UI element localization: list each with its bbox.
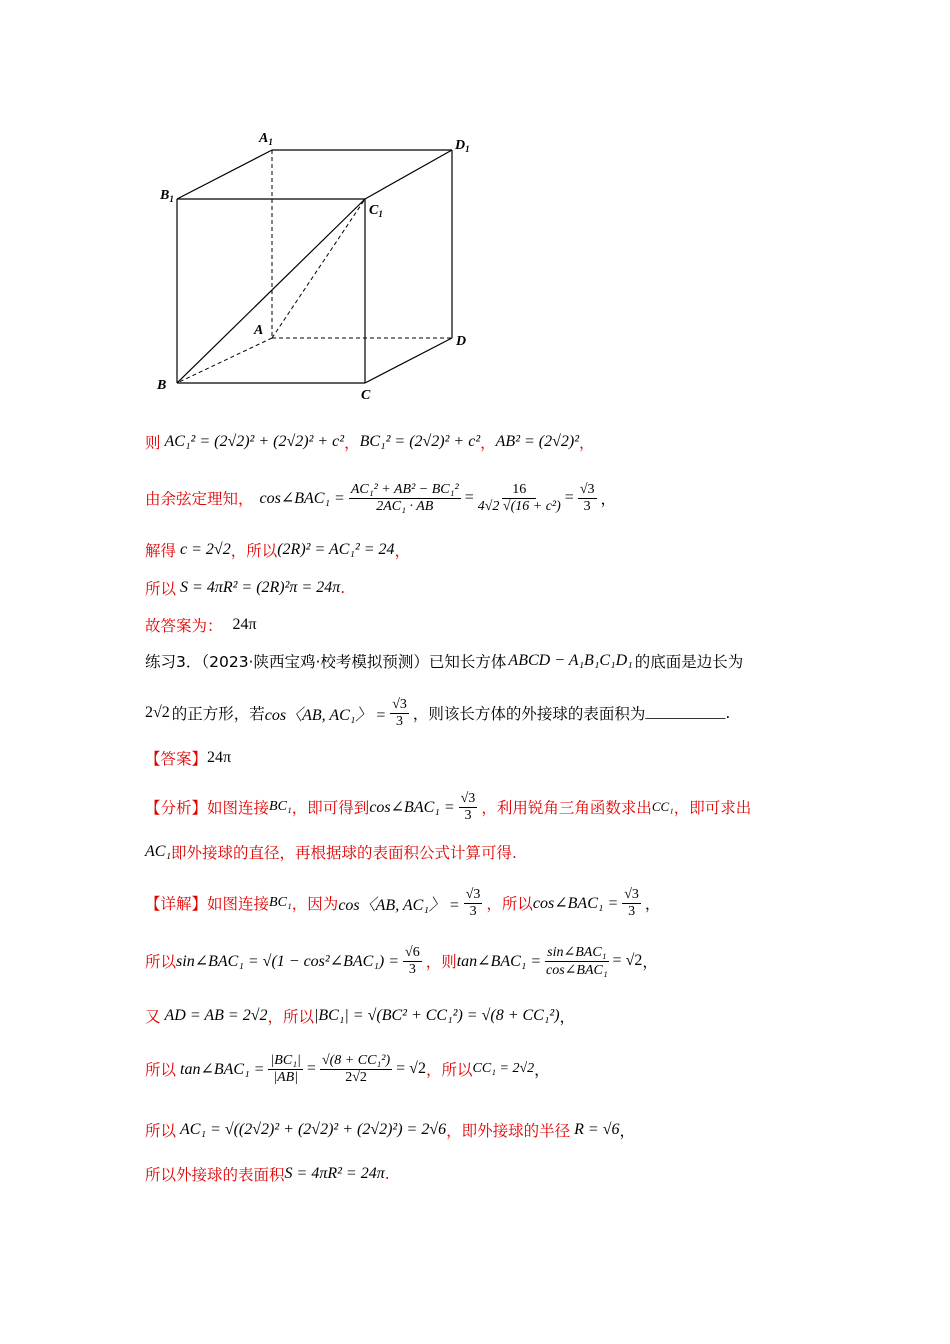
answer-line: [145, 738, 231, 778]
detail-text: 所以: [145, 1122, 177, 1140]
fraction-root3: [390, 697, 409, 730]
detail-text: ，所以: [486, 895, 533, 913]
detail-text: 所以外接球的表面积: [145, 1166, 285, 1184]
separator: ，: [344, 434, 360, 452]
analysis-line-2: [145, 832, 517, 872]
fraction-root3: [464, 887, 483, 920]
question-text: ，则该长方体的外接球的表面积为: [412, 705, 646, 723]
fraction-denominator: 3: [408, 961, 416, 977]
question-text: 练习3．（2023·陕西宝鸡·校考模拟预测）已知长方体: [145, 653, 507, 671]
fraction-numerator: AC₁² + AB² − BC₁²: [350, 481, 459, 497]
separator: ，: [480, 434, 496, 452]
detail-line-3: [145, 996, 575, 1036]
equation-ac1-squared: AC₁² = (2√2)² + (2√2)² + c²: [164, 433, 345, 450]
fraction-numerator: sin∠BAC₁: [547, 944, 607, 960]
equation-surface: S = 4πR² = (2R)²π = 24π: [180, 579, 341, 596]
edge-A1B1: [177, 150, 272, 199]
exercise-question-line-2: [145, 690, 730, 736]
equation-ad: AD = AB = 2√2: [164, 1007, 268, 1024]
answer-blank: __________: [645, 704, 726, 721]
detail-text: ，即外接球的半径: [446, 1122, 571, 1140]
equation-bc1-length: |BC₁| = √(BC² + CC₁²) = √(8 + CC₁²): [314, 1007, 560, 1024]
detail-text: ，所以: [425, 1061, 473, 1079]
fraction-numerator: √3: [624, 886, 639, 902]
label-C1: $C_1$: [369, 203, 383, 219]
solid-name: ABCD − A₁B₁C₁D₁: [508, 652, 633, 669]
analysis-text: ，即可得到: [291, 799, 370, 817]
equals: =: [464, 489, 474, 506]
fraction-denominator: 3: [464, 807, 472, 823]
cuboid-figure: [140, 120, 480, 410]
segment-ac1: AC₁: [145, 843, 172, 860]
fraction-root-8: [320, 1053, 392, 1086]
detail-text: 如图连接: [207, 895, 270, 913]
equation-surface-area: S = 4πR² = 24π: [284, 1165, 385, 1182]
detail-tag: 【详解】: [145, 895, 208, 913]
detail-line-5: [145, 1110, 635, 1150]
fraction-numerator: √3: [579, 481, 595, 497]
fraction-denominator: 2AC₁ · AB: [376, 498, 434, 514]
detail-text: 所以: [145, 1061, 177, 1079]
text-cosine-law: 由余弦定理知，: [145, 490, 254, 508]
label-C: C: [361, 388, 371, 403]
fraction-numerator: √3: [392, 696, 407, 712]
equation-2r: (2R)² = AC₁² = 24: [277, 541, 395, 558]
answer-tag: 【答案】: [145, 750, 208, 768]
detail-line-6: [145, 1154, 390, 1194]
equation-ac1: AC₁ = √((2√2)² + (2√2)² + (2√2)²) = 2√6: [180, 1121, 447, 1138]
segment-bc1: BC₁: [269, 895, 292, 910]
cos-vector: cos〈AB, AC₁〉 =: [338, 896, 460, 914]
label-B1: $B_1$: [160, 188, 174, 204]
fraction-numerator: |BC₁|: [270, 1052, 301, 1068]
edge-D1C1: [365, 150, 452, 199]
separator: ，: [559, 1008, 576, 1026]
detail-line-2: [145, 938, 658, 984]
fraction-denominator: 2√2: [345, 1069, 367, 1085]
diagonal-BC1: [177, 199, 365, 383]
result: = √2: [612, 952, 643, 969]
analysis-line-1: [145, 784, 751, 830]
detail-text: 所以: [145, 953, 177, 971]
equation-ab-squared: AB² = (2√2)²: [495, 433, 580, 450]
cos-bac1: cos∠BAC₁ =: [259, 490, 345, 507]
separator: ，: [534, 1061, 550, 1079]
label-A1: $A_1$: [259, 131, 273, 147]
fraction-root6: [403, 945, 422, 978]
equation-cc1: CC₁ = 2√2: [472, 1061, 535, 1076]
fraction-cosine: [349, 482, 461, 515]
detail-text: ，所以: [267, 1008, 314, 1026]
equation-c: c = 2√2: [180, 541, 231, 558]
fraction-denominator: 3: [469, 903, 477, 919]
result: = √2: [396, 1060, 426, 1077]
hidden-edge-AB: [177, 338, 272, 383]
fraction-denominator: 3: [583, 498, 591, 514]
label-B: B: [157, 378, 167, 393]
label-D: D: [456, 334, 467, 349]
fraction-numerator: √3: [465, 886, 481, 902]
separator: ，: [600, 490, 617, 508]
fraction-numerator: √(8 + CC₁²): [321, 1052, 391, 1068]
equation-radius: R = √6: [574, 1121, 620, 1138]
detail-line-1: [145, 880, 660, 926]
fraction-denominator: cos∠BAC₁: [546, 962, 608, 978]
text-solve: 解得: [145, 542, 177, 560]
analysis-text: 如图连接: [207, 799, 270, 817]
question-text: 的底面是边长为: [634, 653, 744, 671]
text-answer-is: 故答案为：: [145, 617, 223, 635]
equals: =: [564, 489, 574, 506]
cos-bac1: cos∠BAC₁ =: [532, 895, 619, 912]
fraction-denominator: 4√2 √(16 + c²): [477, 498, 561, 514]
edge-CD: [365, 338, 452, 383]
cos-bac1: cos∠BAC₁ =: [369, 799, 455, 816]
fraction-denominator: 3: [396, 713, 404, 729]
detail-text: 又: [145, 1008, 161, 1026]
answer-value: 24π: [232, 616, 257, 633]
answer-value: 24π: [207, 749, 232, 766]
segment-bc1: BC₁: [269, 799, 292, 814]
hidden-diagonal-AC1: [272, 199, 365, 338]
side-length: 2√2: [145, 704, 170, 721]
fraction-denominator: |AB|: [273, 1069, 299, 1085]
segment-cc1: CC₁: [651, 799, 674, 814]
label-D1: $D_1$: [455, 138, 470, 154]
separator: ，: [579, 434, 595, 452]
tan-bac1: tan∠BAC₁ =: [456, 953, 542, 970]
separator: .: [340, 579, 346, 597]
analysis-text: ，利用锐角三角函数求出: [481, 799, 652, 817]
fraction-root3: [459, 791, 478, 824]
detail-line-4: [145, 1046, 550, 1092]
solution-line-2: [145, 474, 616, 522]
solution-line-3: [145, 530, 410, 570]
detail-text: ，因为: [291, 895, 339, 913]
question-text: 的正方形，若: [171, 705, 265, 723]
separator: .: [384, 1165, 390, 1183]
fraction-numerator: √3: [460, 790, 476, 806]
text-so: 所以: [145, 580, 177, 598]
separator: ，: [619, 1122, 636, 1140]
fraction-bc1-ab: [268, 1053, 302, 1086]
separator: ，: [644, 895, 661, 913]
equation-bc1-squared: BC₁² = (2√2)² + c²: [359, 433, 481, 450]
solution-line-1: [145, 422, 595, 462]
fraction-numerator: 16: [502, 482, 536, 499]
separator: .: [725, 704, 731, 722]
fraction-root3: [622, 887, 641, 920]
separator: ，: [642, 953, 658, 971]
analysis-text: ，即可求出: [673, 799, 752, 817]
fraction-sin-cos: [545, 944, 608, 979]
exercise-question-line-1: [145, 641, 743, 681]
separator: ，: [394, 542, 411, 560]
fraction-denominator: 3: [628, 903, 636, 919]
label-A: A: [254, 323, 264, 338]
cos-vector: cos〈AB, AC₁〉 =: [264, 706, 387, 724]
text-so: ，所以: [230, 542, 278, 560]
fraction-numerator: √6: [405, 944, 420, 960]
tan-bac1: tan∠BAC₁ =: [180, 1061, 265, 1078]
text-then: 则: [145, 434, 161, 452]
fraction-root3: [578, 482, 597, 515]
detail-text: ，则: [425, 953, 457, 971]
analysis-tag: 【分析】: [145, 799, 208, 817]
analysis-text: 即外接球的直径，再根据球的表面积公式计算可得.: [171, 844, 517, 862]
equals: =: [306, 1060, 316, 1077]
fraction-sixteen: [478, 482, 561, 515]
equation-sin: sin∠BAC₁ = √(1 − cos²∠BAC₁) =: [176, 953, 400, 970]
solution-line-4: [145, 568, 345, 608]
solution-line-5: [145, 605, 257, 645]
